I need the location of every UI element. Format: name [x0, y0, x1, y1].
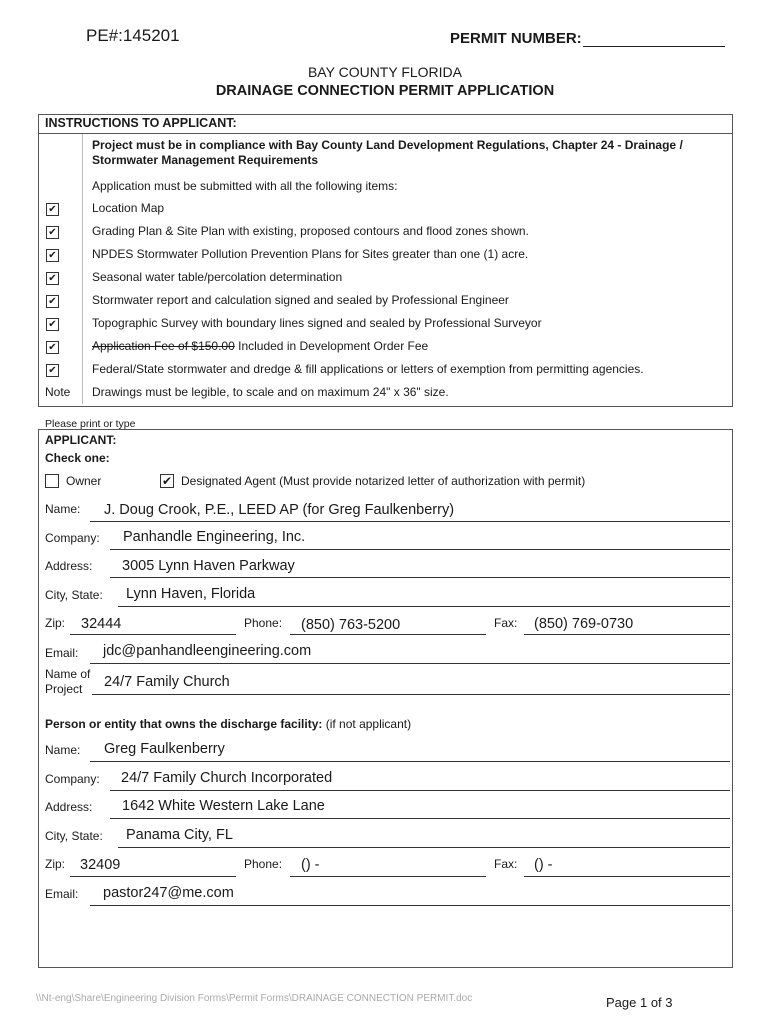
owner-fax-field[interactable]: () -	[534, 857, 553, 873]
divider	[70, 876, 236, 877]
owner-address-field[interactable]: 1642 White Western Lake Lane	[122, 798, 325, 814]
divider	[110, 790, 730, 791]
owner-company-field[interactable]: 24/7 Family Church Incorporated	[121, 770, 333, 786]
item-text: Seasonal water table/percolation determination	[92, 270, 343, 284]
divider	[524, 876, 730, 877]
item-text: NPDES Stormwater Pollution Prevention Plans for Sites greater than one (1) acre.	[92, 247, 529, 261]
zip-label: Zip:	[45, 616, 66, 630]
list-item	[40, 223, 730, 241]
name-label: Name:	[45, 743, 81, 757]
owner-label: Owner	[66, 474, 102, 488]
owner-phone-field[interactable]: () -	[301, 857, 320, 873]
note-text: Drawings must be legible, to scale and on maximum 24" x 36" size.	[92, 385, 449, 399]
compliance-text: Project must be in compliance with Bay County Land Development Regulations, Chapter 24 - Drainage / Stormwater Management Requirements	[92, 138, 683, 167]
divider	[90, 761, 730, 762]
owner-checkbox[interactable]	[45, 474, 59, 488]
owner-heading	[45, 717, 411, 731]
owner-heading-text: Person or entity that owns the discharge facility:	[45, 717, 323, 731]
company-label: Company:	[45, 772, 100, 786]
applicant-email-field[interactable]: jdc@panhandleengineering.com	[103, 643, 312, 659]
owner-city-field[interactable]: Panama City, FL	[126, 827, 233, 843]
list-item	[40, 361, 730, 379]
applicant-phone-field[interactable]: (850) 763-5200	[301, 617, 401, 633]
divider	[110, 577, 730, 578]
applicant-city-field[interactable]: Lynn Haven, Florida	[126, 586, 256, 602]
submit-intro: Application must be submitted with all the following items:	[92, 179, 398, 193]
pe-number: PE#:145201	[86, 26, 180, 45]
applicant-company-field[interactable]: Panhandle Engineering, Inc.	[123, 529, 306, 545]
checkbox-topo-survey[interactable]: ✔	[46, 318, 59, 331]
applicant-name-field[interactable]: J. Doug Crook, P.E., LEED AP (for Greg Faulkenberry)	[104, 502, 455, 518]
agent-checkbox[interactable]: ✔	[161, 474, 173, 488]
list-item	[40, 292, 730, 310]
checkbox-federal-state[interactable]: ✔	[46, 364, 59, 377]
name-label: Name:	[45, 502, 81, 516]
instructions-heading: INSTRUCTIONS TO APPLICANT:	[45, 116, 237, 130]
item-text: Location Map	[92, 201, 165, 215]
city-label: City, State:	[45, 829, 103, 843]
list-item	[40, 338, 730, 356]
owner-zip-field[interactable]: 32409	[80, 857, 121, 873]
list-item	[40, 384, 730, 402]
project-label: Name of	[45, 667, 91, 681]
file-path: \\Nt-eng\Share\Engineering Division Forms\Permit Forms\DRAINAGE CONNECTION PERMIT.doc	[36, 993, 473, 1004]
checkbox-water-table[interactable]: ✔	[46, 272, 59, 285]
list-item	[40, 315, 730, 333]
applicant-heading: APPLICANT:	[45, 433, 117, 447]
checkbox-npdes[interactable]: ✔	[46, 249, 59, 262]
divider	[290, 634, 486, 635]
item-text: Stormwater report and calculation signed and sealed by Professional Engineer	[92, 293, 509, 307]
check-one-label: Check one:	[45, 451, 110, 465]
list-item	[40, 246, 730, 264]
zip-label: Zip:	[45, 857, 66, 871]
divider	[118, 606, 730, 607]
item-text: Federal/State stormwater and dredge & fill applications or letters of exemption from permitting agencies.	[92, 362, 644, 376]
project-label: Project	[45, 682, 83, 696]
note-label: Note	[45, 385, 71, 399]
applicant-address-field[interactable]: 3005 Lynn Haven Parkway	[122, 558, 295, 574]
email-label: Email:	[45, 887, 79, 901]
phone-label: Phone:	[244, 616, 283, 630]
divider	[290, 876, 486, 877]
email-label: Email:	[45, 646, 79, 660]
permit-number-field[interactable]	[583, 46, 725, 47]
permit-number-label: PERMIT NUMBER:	[450, 30, 582, 47]
struck-fee-text: Application Fee of $150.00	[92, 339, 235, 353]
list-item	[40, 269, 730, 287]
checkbox-application-fee[interactable]: ✔	[46, 341, 59, 354]
page-title: DRAINAGE CONNECTION PERMIT APPLICATION	[215, 83, 555, 99]
divider	[90, 905, 730, 906]
fax-label: Fax:	[494, 616, 518, 630]
divider	[70, 634, 236, 635]
list-item	[40, 200, 730, 218]
company-label: Company:	[45, 531, 100, 545]
phone-label: Phone:	[244, 857, 283, 871]
city-label: City, State:	[45, 588, 103, 602]
owner-email-field[interactable]: pastor247@me.com	[103, 885, 234, 901]
item-text: Grading Plan & Site Plan with existing, proposed contours and flood zones shown.	[92, 224, 529, 238]
divider	[39, 133, 732, 134]
divider	[90, 663, 730, 664]
applicant-fax-field[interactable]: (850) 769-0730	[534, 616, 634, 632]
page-number: Page 1 of 3	[606, 995, 673, 1010]
divider	[110, 549, 730, 550]
item-text: Topographic Survey with boundary lines signed and sealed by Professional Surveyor	[92, 316, 542, 330]
fax-label: Fax:	[494, 857, 518, 871]
county-name: BAY COUNTY FLORIDA	[307, 64, 463, 80]
address-label: Address:	[45, 559, 93, 573]
divider	[524, 634, 730, 635]
fee-note: Included in Development Order Fee	[234, 339, 429, 353]
checkbox-location-map[interactable]: ✔	[46, 203, 59, 216]
divider	[92, 694, 730, 695]
divider	[90, 521, 730, 522]
owner-name-field[interactable]: Greg Faulkenberry	[104, 741, 225, 757]
print-instruction: Please print or type	[45, 418, 136, 430]
item-text	[92, 339, 428, 353]
project-name-field[interactable]: 24/7 Family Church	[104, 674, 230, 690]
agent-label: Designated Agent (Must provide notarized letter of authorization with permit)	[181, 474, 586, 488]
address-label: Address:	[45, 800, 93, 814]
applicant-zip-field[interactable]: 32444	[81, 616, 122, 632]
divider	[118, 847, 730, 848]
checkbox-grading-plan[interactable]: ✔	[46, 226, 59, 239]
owner-heading-note: (if not applicant)	[322, 717, 412, 731]
divider	[110, 818, 730, 819]
checkbox-stormwater-report[interactable]: ✔	[46, 295, 59, 308]
